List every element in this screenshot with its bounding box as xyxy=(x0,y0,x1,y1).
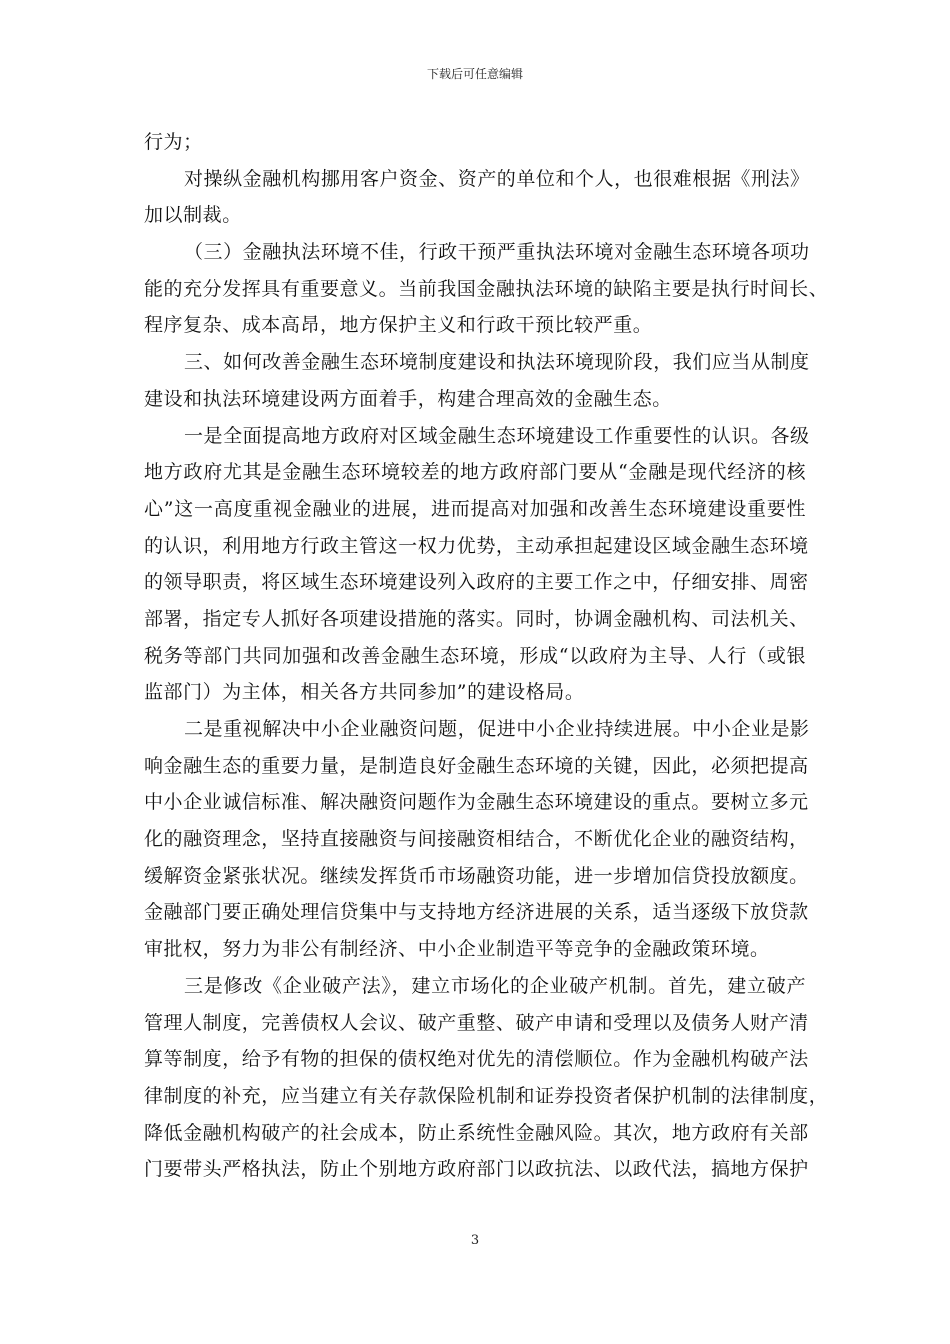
text-line: 能的充分发挥具有重要意义。当前我国金融执法环境的缺陷主要是执行时间长、 xyxy=(144,277,829,300)
page-header: 下载后可任意编辑 xyxy=(426,67,523,81)
text-line: 降低金融机构破产的社会成本，防止系统性金融风险。其次，地方政府有关部 xyxy=(144,1121,809,1144)
body-text xyxy=(144,124,829,1188)
text-line: 三、如何改善金融生态环境制度建设和执法环境现阶段，我们应当从制度 xyxy=(184,351,810,374)
text-line: 部署，指定专人抓好各项建设措施的落实。同时，协调金融机构、司法机关、 xyxy=(144,607,809,630)
page-number: 3 xyxy=(470,1233,480,1248)
text-line: 税务等部门共同加强和改善金融生态环境，形成“以政府为主导、人行（或银 xyxy=(144,644,806,667)
text-line: 地方政府尤其是金融生态环境较差的地方政府部门要从“金融是现代经济的核 xyxy=(144,461,806,484)
text-line: 二是重视解决中小企业融资问题，促进中小企业持续进展。中小企业是影 xyxy=(184,718,810,740)
text-line: 律制度的补充，应当建立有关存款保险机制和证券投资者保护机制的法律制度， xyxy=(144,1084,829,1107)
text-line: 中小企业诚信标准、解决融资问题作为金融生态环境建设的重点。要树立多元 xyxy=(144,791,809,814)
text-line: 缓解资金紧张状况。继续发挥货币市场融资功能，进一步增加信贷投放额度。 xyxy=(144,864,809,887)
text-line: 的认识，利用地方行政主管这一权力优势，主动承担起建设区域金融生态环境 xyxy=(144,534,809,557)
text-line: 响金融生态的重要力量，是制造良好金融生态环境的关键，因此，必须把提高 xyxy=(144,754,809,777)
text-line: 行为； xyxy=(144,131,203,153)
text-line: 门要带头严格执法，防止个别地方政府部门以政抗法、以政代法，搞地方保护 xyxy=(144,1158,809,1181)
text-line: 监部门）为主体，相关各方共同参加”的建设格局。 xyxy=(144,681,585,704)
text-line: 金融部门要正确处理信贷集中与支持地方经济进展的关系，适当逐级下放贷款 xyxy=(144,901,809,924)
text-line: （三）金融执法环境不佳，行政干预严重执法环境对金融生态环境各项功 xyxy=(184,241,810,264)
text-line: 管理人制度，完善债权人会议、破产重整、破产申请和受理以及债务人财产清 xyxy=(144,1011,809,1034)
text-line: 一是全面提高地方政府对区域金融生态环境建设工作重要性的认识。各级 xyxy=(184,424,810,447)
text-line: 加以制裁。 xyxy=(144,204,242,227)
text-line: 建设和执法环境建设两方面着手，构建合理高效的金融生态。 xyxy=(144,387,672,410)
text-line: 的领导职责，将区域生态环境建设列入政府的主要工作之中，仔细安排、周密 xyxy=(144,571,809,594)
text-line: 审批权，努力为非公有制经济、中小企业制造平等竞争的金融政策环境。 xyxy=(144,938,770,961)
text-line: 三是修改《企业破产法》，建立市场化的企业破产机制。首先，建立破产 xyxy=(184,974,806,997)
text-line: 程序复杂、成本高昂，地方保护主义和行政干预比较严重。 xyxy=(144,314,653,337)
text-line: 化的融资理念，坚持直接融资与间接融资相结合，不断优化企业的融资结构， xyxy=(144,828,809,851)
text-line: 心”这一高度重视金融业的进展，进而提高对加强和改善生态环境建设重要性 xyxy=(144,497,806,520)
text-line: 算等制度，给予有物的担保的债权绝对优先的清偿顺位。作为金融机构破产法 xyxy=(144,1048,809,1071)
text-line: 对操纵金融机构挪用客户资金、资产的单位和个人，也很难根据《刑法》 xyxy=(184,167,810,190)
